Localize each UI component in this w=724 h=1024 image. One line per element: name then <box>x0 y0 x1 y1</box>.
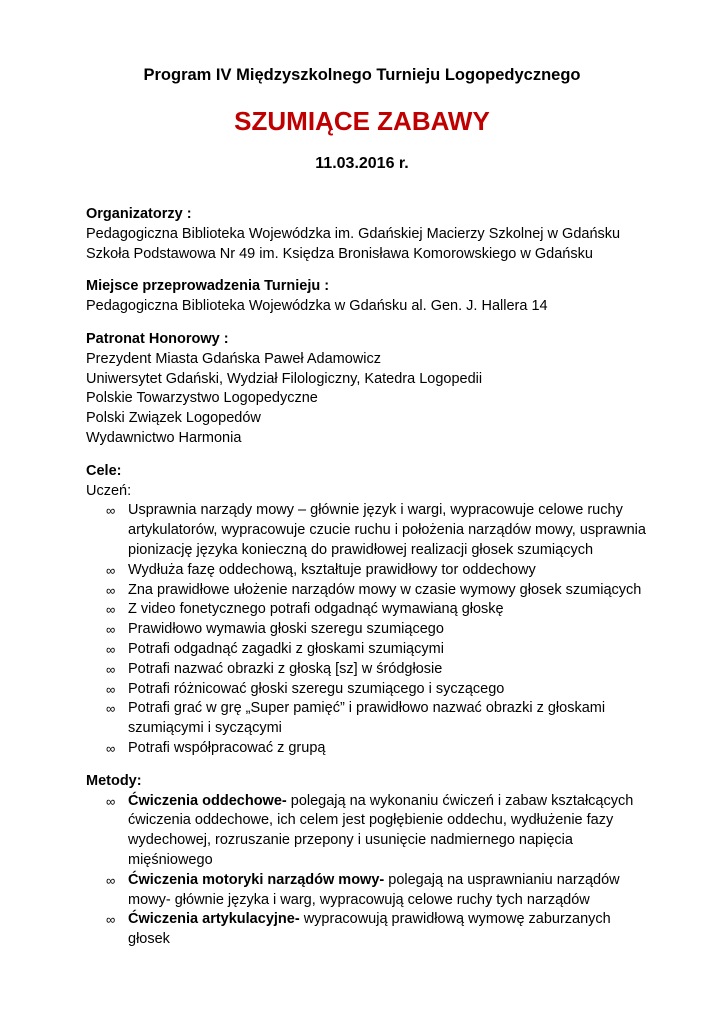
goal-text: Potrafi odgadnąć zagadki z głoskami szumiącymi <box>128 640 444 657</box>
goal-item <box>86 640 646 660</box>
goals-heading: Cele: <box>86 462 122 479</box>
infinity-bullet-icon: ∞ <box>106 602 116 618</box>
patron-line: Wydawnictwo Harmonia <box>86 429 242 446</box>
methods-section <box>86 772 646 950</box>
goal-text: Z video fonetycznego potrafi odgadnąć wymawianą głoskę <box>128 601 504 618</box>
patronage-section <box>86 330 646 449</box>
goal-item <box>86 600 646 620</box>
organizer-line: Pedagogiczna Biblioteka Wojewódzka im. Gdańskiej Macierzy Szkolnej w Gdańsku <box>86 225 621 242</box>
goals-section <box>86 462 646 759</box>
goal-item <box>86 660 646 680</box>
patron-line: Polskie Towarzystwo Logopedyczne <box>86 390 318 407</box>
document-body <box>86 205 646 963</box>
patron-line: Uniwersytet Gdański, Wydział Filologiczny, Katedra Logopedii <box>86 370 483 387</box>
method-term: Ćwiczenia artykulacyjne- <box>128 911 300 928</box>
goal-text: Wydłuża fazę oddechową, kształtuje prawidłowy tor oddechowy <box>128 561 536 578</box>
goal-item <box>86 680 646 700</box>
goal-text: Potrafi współpracować z grupą <box>128 739 326 756</box>
organizer-line: Szkoła Podstawowa Nr 49 im. Księdza Bronisława Komorowskiego w Gdańsku <box>86 245 593 262</box>
goal-text: Potrafi nazwać obrazki z głoską [sz] w śródgłosie <box>128 660 443 677</box>
infinity-bullet-icon: ∞ <box>106 872 116 888</box>
goal-item <box>86 561 646 581</box>
goal-item <box>86 699 646 739</box>
organizers-section <box>86 205 646 264</box>
goal-text: Prawidłowo wymawia głoski szeregu szumiącego <box>128 621 444 638</box>
venue-heading: Miejsce przeprowadzenia Turnieju : <box>86 278 330 295</box>
method-description: polegają na wykonaniu ćwiczeń i zabaw kształcących ćwiczenia oddechowe, ich celem jest pogłębienie oddechu, wydłużenie fazy wydechowej, rozruszanie przepony i usunięcie nadmiernego napięcia mięśniowego <box>128 792 634 868</box>
method-item <box>86 910 646 950</box>
infinity-bullet-icon: ∞ <box>106 661 116 677</box>
infinity-bullet-icon: ∞ <box>106 562 116 578</box>
goal-item <box>86 501 646 560</box>
goal-text: Potrafi różnicować głoski szeregu szumiącego i syczącego <box>128 680 505 697</box>
event-date: 11.03.2016 r. <box>315 155 409 172</box>
infinity-bullet-icon: ∞ <box>106 912 116 928</box>
patron-line: Polski Związek Logopedów <box>86 410 261 427</box>
goal-text: Usprawnia narządy mowy – głównie język i wargi, wypracowuje celowe ruchy artykulatorów, wypracowuje czucie ruchu i położenia narządów mowy, usprawnia pionizację języka konieczną do prawidłowej realizacji głosek szumiących <box>128 502 646 558</box>
patronage-heading: Patronat Honorowy : <box>86 330 229 347</box>
methods-heading: Metody: <box>86 772 142 789</box>
goals-list <box>86 501 646 758</box>
goals-intro: Uczeń: <box>86 482 132 499</box>
organizers-heading: Organizatorzy : <box>86 206 192 222</box>
method-term: Ćwiczenia oddechowe- <box>128 792 287 809</box>
infinity-bullet-icon: ∞ <box>106 503 116 519</box>
venue-line: Pedagogiczna Biblioteka Wojewódzka w Gdańsku al. Gen. J. Hallera 14 <box>86 298 548 315</box>
infinity-bullet-icon: ∞ <box>106 793 116 809</box>
venue-section <box>86 277 646 317</box>
main-title: SZUMIĄCE ZABAWY <box>234 106 490 136</box>
method-description: polegają na usprawnianiu narządów mowy- głównie języka i warg, wypracowują celowe ruchy tych narządów <box>128 871 620 908</box>
goal-text: Zna prawidłowe ułożenie narządów mowy w czasie wymowy głosek szumiących <box>128 581 642 598</box>
infinity-bullet-icon: ∞ <box>106 582 116 598</box>
goal-item <box>86 739 646 759</box>
method-item <box>86 871 646 911</box>
goal-item <box>86 581 646 601</box>
method-description: wypracowują prawidłową wymowę zaburzanych głosek <box>128 911 611 948</box>
goal-item <box>86 620 646 640</box>
infinity-bullet-icon: ∞ <box>106 701 116 717</box>
method-item <box>86 792 646 871</box>
infinity-bullet-icon: ∞ <box>106 622 116 638</box>
program-title: Program IV Międzyszkolnego Turnieju Logopedycznego <box>143 66 581 84</box>
infinity-bullet-icon: ∞ <box>106 681 116 697</box>
goal-text: Potrafi grać w grę „Super pamięć” i prawidłowo nazwać obrazki z głoskami szumiącymi i syczącymi <box>128 700 606 737</box>
methods-list <box>86 792 646 950</box>
infinity-bullet-icon: ∞ <box>106 641 116 657</box>
method-term: Ćwiczenia motoryki narządów mowy- <box>128 871 385 888</box>
infinity-bullet-icon: ∞ <box>106 740 116 756</box>
patron-line: Prezydent Miasta Gdańska Paweł Adamowicz <box>86 350 381 367</box>
